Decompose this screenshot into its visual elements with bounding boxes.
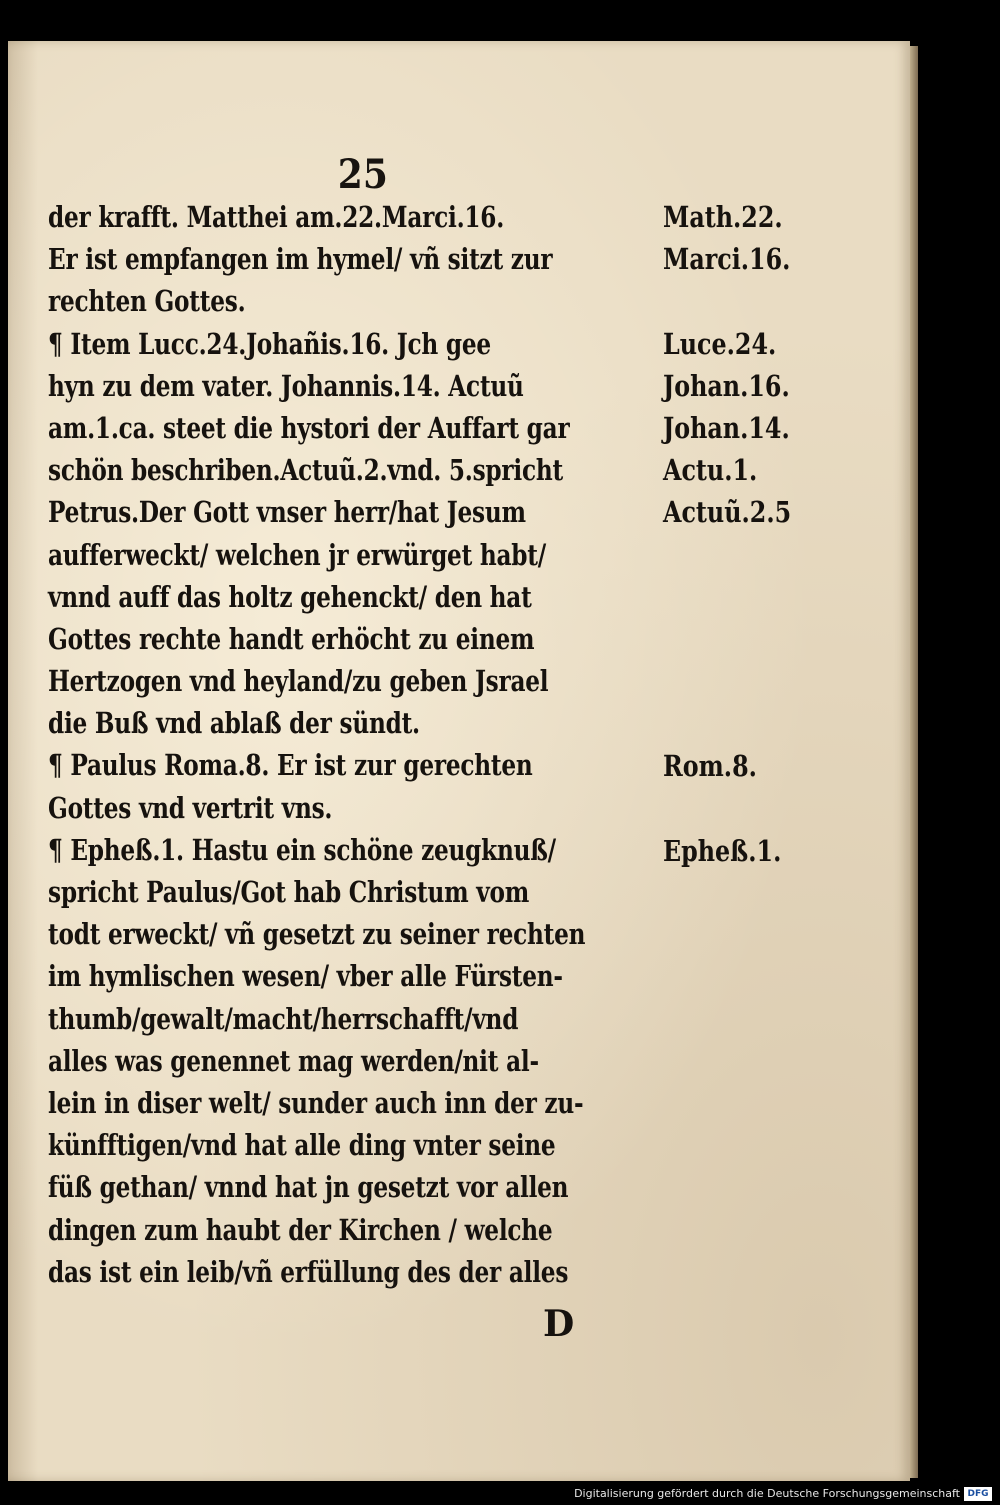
margin-note: Actu.1. xyxy=(663,453,758,487)
margin-note: Actuũ.2.5 xyxy=(663,495,792,529)
dfg-logo-icon: DFG xyxy=(964,1487,992,1501)
text-line: das ist ein leib/vñ erfüllung des der alles xyxy=(48,1254,569,1289)
margin-note: Luce.24. xyxy=(663,327,777,361)
text-line: im hymlischen wesen/ vber alle Fürsten- xyxy=(48,959,563,994)
text-line: der krafft. Matthei am.22.Marci.16. xyxy=(48,200,505,234)
text-line: Petrus.Der Gott vnser herr/hat Jesum xyxy=(48,495,526,530)
text-line: Er ist empfangen im hymel/ vñ sitzt zur xyxy=(48,242,553,277)
margin-note: Epheß.1. xyxy=(663,834,782,868)
signature-mark: D xyxy=(543,1303,575,1345)
text-line: thumb/gewalt/macht/herrschafft/vnd xyxy=(48,1001,519,1036)
page-edge xyxy=(910,46,918,1478)
funding-credit: Digitalisierung gefördert durch die Deutsche Forschungsgemeinschaft xyxy=(574,1487,960,1500)
text-line: rechten Gottes. xyxy=(48,284,246,319)
text-line: spricht Paulus/Got hab Christum vom xyxy=(48,875,530,909)
footer-bar xyxy=(0,1484,1000,1505)
text-line: ¶ Paulus Roma.8. Er ist zur gerechten xyxy=(48,748,533,783)
text-line: künfftigen/vnd hat alle ding vnter seine xyxy=(48,1128,556,1163)
text-line: füß gethan/ vnnd hat jn gesetzt vor allen xyxy=(48,1170,569,1205)
text-line: ¶ Epheß.1. Hastu ein schöne zeugknuß/ xyxy=(48,832,556,867)
margin-note: Rom.8. xyxy=(663,749,757,783)
margin-note: Marci.16. xyxy=(663,242,791,276)
margin-note: Johan.16. xyxy=(663,369,790,403)
text-line: schön beschriben.Actuũ.2.vnd. 5.spricht xyxy=(48,453,563,488)
page-number: 25 xyxy=(337,151,388,198)
text-line: todt erweckt/ vñ gesetzt zu seiner rechten xyxy=(48,917,586,952)
text-line: Hertzogen vnd heyland/zu geben Jsrael xyxy=(48,664,549,699)
text-line: Gottes vnd vertrit vns. xyxy=(48,790,333,825)
body-text xyxy=(48,196,668,1293)
text-line: vnnd auff das holtz gehenckt/ den hat xyxy=(48,579,532,614)
text-line: die Buß vnd ablaß der sündt. xyxy=(48,706,420,741)
text-line: aufferweckt/ welchen jr erwürget habt/ xyxy=(48,537,546,572)
text-line: hyn zu dem vater. Johannis.14. Actuũ xyxy=(48,368,524,403)
text-line: am.1.ca. steet die hystori der Auffart gar xyxy=(48,410,570,445)
text-line: lein in diser welt/ sunder auch inn der zu- xyxy=(48,1085,584,1120)
margin-note: Math.22. xyxy=(663,200,783,234)
text-line: dingen zum haubt der Kirchen / welche xyxy=(48,1212,553,1247)
book-page xyxy=(8,41,910,1481)
text-line: Gottes rechte handt erhöcht zu einem xyxy=(48,621,535,656)
text-line: ¶ Item Lucc.24.Johañis.16. Jch gee xyxy=(48,326,491,361)
margin-note: Johan.14. xyxy=(663,411,790,445)
text-line: alles was genennet mag werden/nit al- xyxy=(48,1043,539,1078)
